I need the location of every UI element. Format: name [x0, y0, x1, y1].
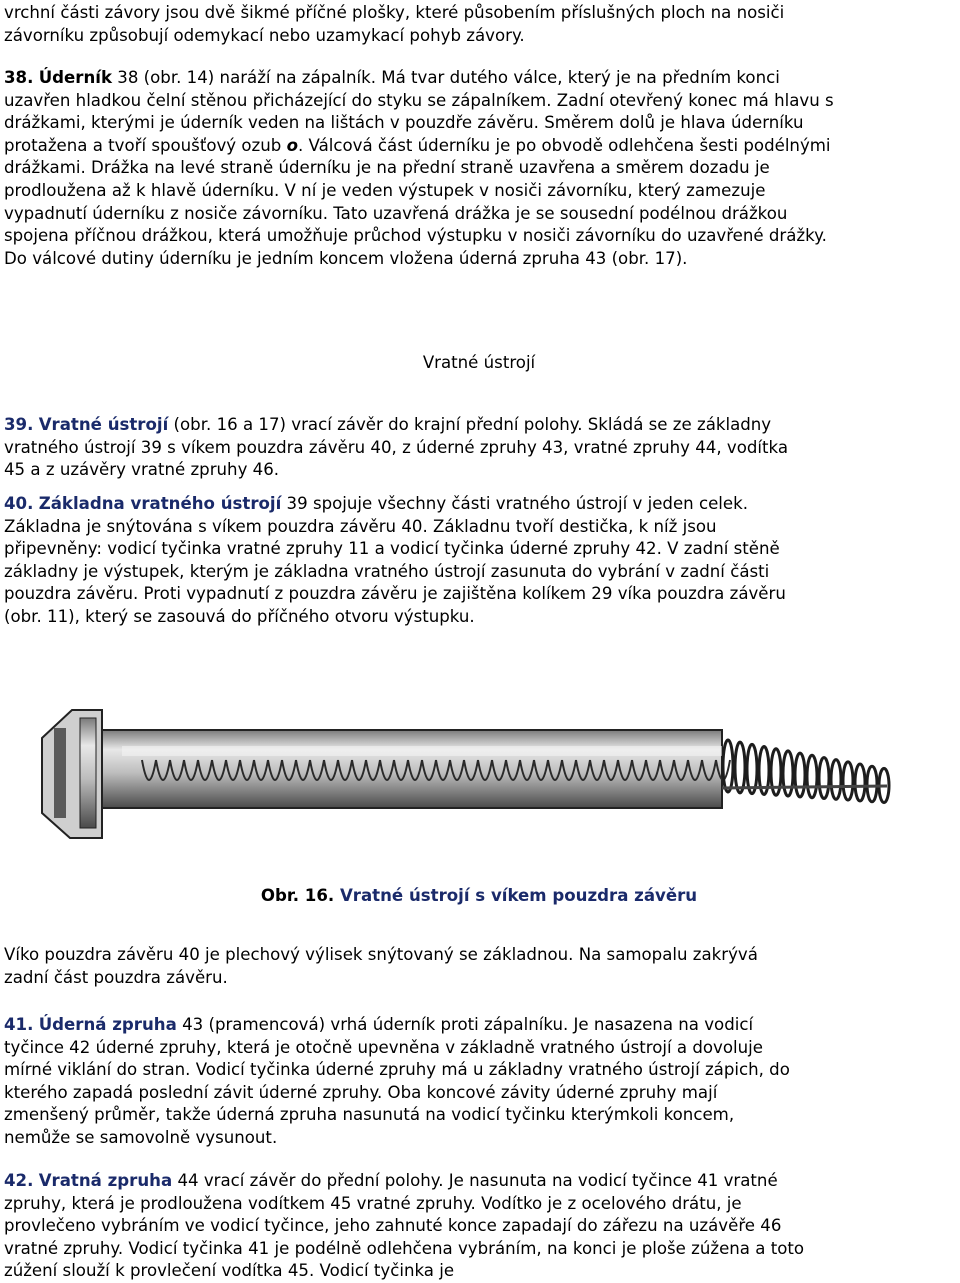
- return-mechanism-illustration: [32, 688, 892, 863]
- figure-caption-number: Obr. 16.: [260, 886, 335, 905]
- paragraph-38-number: 38.: [4, 68, 34, 87]
- paragraph-41-number: 41.: [4, 1015, 34, 1034]
- paragraph-38-text-a: 38 (obr. 14) naráží na zápalník. Má tvar dutého válce, který je na předním konci uzavřen hladkou čelní stěnou přicházející do styku se zápalníkem. Zadní otevřený konec má hlavu s drážkami, kterými je úderník veden na lištách v pouzdře závěru. Směrem dolů je hlava úderníku protažena a tvoří spoušťový ozub: [4, 68, 834, 155]
- paragraph-38-ozub: o: [286, 135, 298, 155]
- intro-paragraph: vrchní části závory jsou dvě šikmé příčné plošky, které působením příslušných ploch na nosiči závorníku způsobují odemykací nebo uzamykací pohyb závory.: [4, 3, 785, 45]
- paragraph-42: [4, 1170, 804, 1283]
- paragraph-39-number: 39.: [4, 415, 34, 434]
- paragraph-39: [4, 414, 804, 482]
- paragraph-40-term: Základna vratného ústrojí: [38, 494, 282, 513]
- paragraph-38-term: Úderník: [38, 68, 113, 87]
- paragraph-38-text-b: . Válcová část úderníku je po obvodě odlehčena šesti podélnými drážkami. Drážka na levé straně úderníku je na přední straně uzavřena a směrem dozadu je prodloužena až k hlavě úderníku. V ní je veden výstupek v nosiči závorníku, který zamezuje vypadnutí úderníku z nosiče závorníku. Tato uzavřená drážka je se sousední podélnou drážkou spojena příčnou drážkou, která umožňuje průchod výstupku v nosiči závorníku do uzavřené drážky. Do válcové dutiny úderníku je jedním koncem vložena úderná zpruha 43 (obr. 17).: [4, 135, 831, 268]
- paragraph-40-number: 40.: [4, 494, 34, 513]
- paragraph-42-number: 42.: [4, 1171, 34, 1190]
- cover-block: [42, 710, 102, 838]
- guide-tube: [102, 730, 730, 808]
- paragraph-41: [4, 1014, 804, 1150]
- paragraph-40-text: 39 spojuje všechny části vratného ústrojí v jeden celek. Základna je snýtována s víkem pouzdra závěru 40. Základnu tvoří destička, k níž jsou připevněny: vodicí tyčinka vratné zpruhy 11 a vodicí tyčinka úderné zpruhy 42. V zadní stěně základny je výstupek, kterým je základna vratného ústrojí zasunuta do vybrání v zadní části pouzdra závěru. Proti vypadnutí z pouzdra závěru je zajištěna kolíkem 29 víka pouzdra závěru (obr. 11), který se zasouvá do příčného otvoru výstupku.: [4, 494, 786, 626]
- figure-caption-text: Vratné ústrojí s víkem pouzdra závěru: [334, 886, 698, 905]
- paragraph-42-text: 44 vrací závěr do přední polohy. Je nasunuta na vodicí tyčince 41 vratné zpruhy, která je prodloužena vodítkem 45 vratné zpruhy. Vodítko je z ocelového drátu, je provlečeno vybráním ve vodicí tyčince, jeho zahnuté konce zapadají do zářezu na uzávěře 46 vratné zpruhy. Vodicí tyčinka 41 je podélně odlehčena vybráním, na konci je ploše zúžena a toto zúžení slouží k provlečení vodítka 45. Vodicí tyčinka je: [4, 1171, 805, 1281]
- guide-rod: [722, 786, 887, 788]
- cover-paragraph: Víko pouzdra závěru 40 je plechový výlisek snýtovaný se základnou. Na samopalu zakrývá zadní část pouzdra závěru.: [4, 945, 758, 987]
- paragraph-39-text: (obr. 16 a 17) vrací závěr do krajní přední polohy. Skládá se ze základny vratného ústrojí 39 s víkem pouzdra závěru 40, z úderné zpruhy 43, vratné zpruhy 44, vodítka 45 a z uzávěry vratné zpruhy 46.: [4, 415, 788, 480]
- figure-caption: [4, 885, 954, 908]
- section-heading: Vratné ústrojí: [422, 353, 536, 372]
- paragraph-39-term: Vratné ústrojí: [38, 415, 169, 434]
- paragraph-38: [4, 67, 834, 270]
- paragraph-41-term: Úderná zpruha: [38, 1015, 177, 1034]
- return-spring: [723, 740, 889, 803]
- paragraph-41-text: 43 (pramencová) vrhá úderník proti zápalníku. Je nasazena na vodicí tyčince 42 úderné zpruhy, která je otočně upevněna v základně vratného ústrojí a dovoluje mírné viklání do stran. Vodicí tyčinka úderné zpruhy má u základny vratného ústrojí zápich, do kterého zapadá poslední závit úderné zpruhy. Oba koncové závity úderné zpruhy mají zmenšený průměr, takže úderná zpruha nasunutá na vodicí tyčinku kterýmkoli koncem, nemůže se samovolně vysunout.: [4, 1015, 790, 1147]
- paragraph-42-term: Vratná zpruha: [38, 1171, 173, 1190]
- return-mechanism-drawing: [32, 688, 892, 863]
- paragraph-40: [4, 493, 804, 629]
